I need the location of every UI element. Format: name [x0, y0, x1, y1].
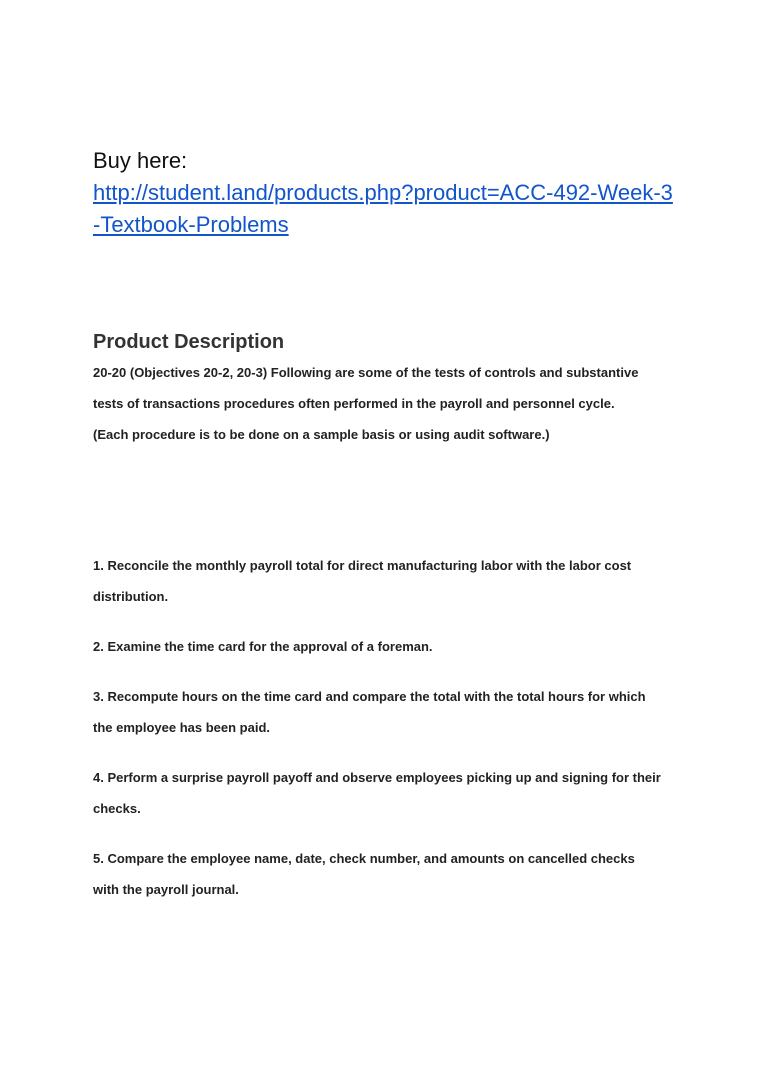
- procedure-item-1: 1. Reconcile the monthly payroll total for direct manufacturing labor with the labor cost distribution.: [93, 558, 632, 604]
- procedure-item-5: 5. Compare the employee name, date, check number, and amounts on cancelled checks with the payroll journal.: [93, 851, 635, 897]
- product-description-heading: Product Description: [93, 331, 285, 353]
- product-link[interactable]: http://student.land/products.php?product=ACC-492-Week-3-Textbook-Problems: [93, 180, 673, 237]
- intro-paragraph: 20-20 (Objectives 20-2, 20-3) Following are some of the tests of controls and substantive tests of transactions procedures often performed in the payroll and personnel cycle. (Each procedure is to be done on a sample basis or using audit software.): [93, 365, 639, 442]
- document-content: [93, 145, 678, 897]
- procedure-item-2: 2. Examine the time card for the approval of a foreman.: [93, 639, 433, 654]
- procedure-item-3: 3. Recompute hours on the time card and compare the total with the total hours for which the employee has been paid.: [93, 689, 646, 735]
- procedure-item-4: 4. Perform a surprise payroll payoff and observe employees picking up and signing for their checks.: [93, 770, 661, 816]
- procedure-list: [93, 550, 663, 924]
- buy-here-label: Buy here:: [93, 148, 188, 173]
